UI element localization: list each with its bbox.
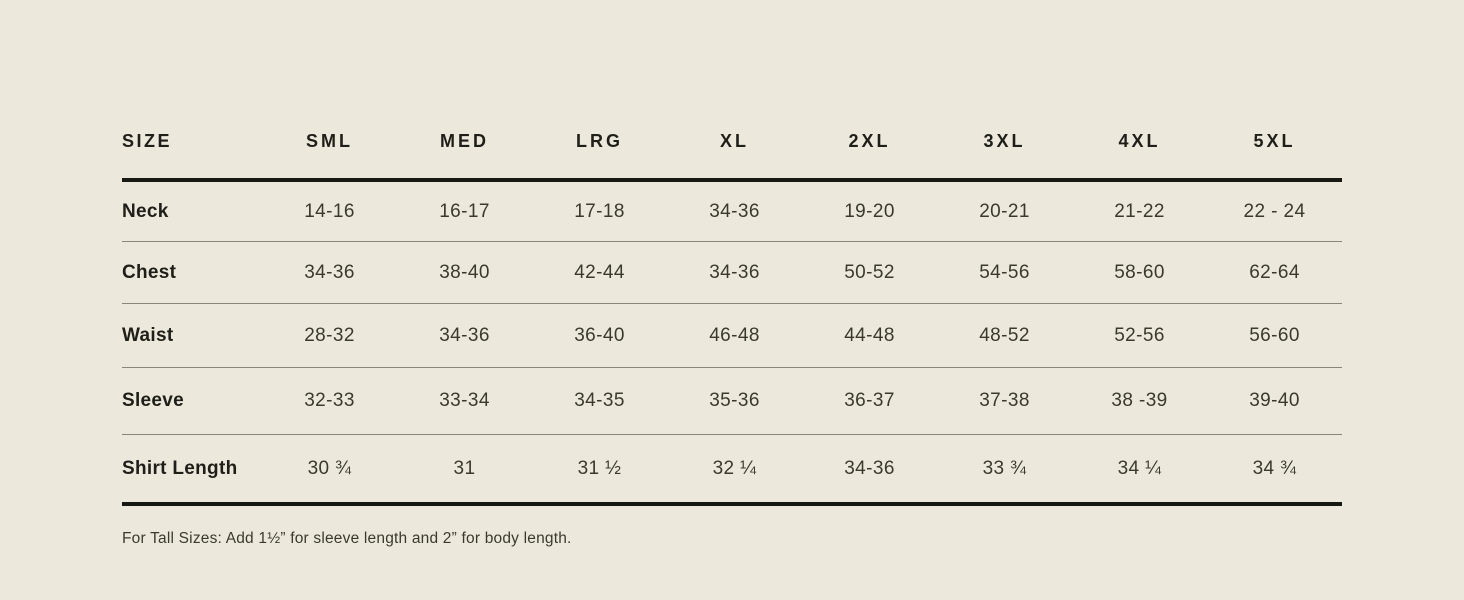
cell-value: 34-35: [574, 390, 625, 411]
table-row-waist: [122, 304, 1342, 368]
cell-value: 17-18: [574, 200, 625, 222]
cell-value: 44-48: [844, 324, 895, 346]
cell-value: 38 -39: [1111, 390, 1168, 411]
cell-value: 28-32: [304, 324, 355, 346]
cell-value: 34-36: [844, 457, 895, 479]
cell-value: 30 ¾: [307, 457, 352, 479]
cell-value: 36-40: [574, 324, 625, 346]
header-row: [122, 104, 1342, 182]
cell-value: 34-36: [304, 261, 355, 283]
table-row-sleeve: [122, 368, 1342, 435]
column-header-2xl: 2XL: [848, 130, 891, 151]
table-row-shirt-length: [122, 435, 1342, 506]
cell-value: 56-60: [1249, 324, 1300, 346]
cell-value: 31: [453, 457, 476, 479]
tall-sizes-footnote: For Tall Sizes: Add 1½” for sleeve length and 2” for body length.: [122, 530, 572, 547]
cell-value: 32 ¼: [712, 457, 757, 479]
row-label: Neck: [122, 200, 169, 222]
cell-value: 39-40: [1249, 390, 1300, 411]
cell-value: 32-33: [304, 390, 355, 411]
cell-value: 52-56: [1114, 324, 1165, 346]
cell-value: 34 ¼: [1117, 457, 1162, 479]
row-label: Shirt Length: [122, 457, 238, 479]
column-header-size: SIZE: [122, 130, 173, 151]
column-header-med: MED: [440, 130, 489, 151]
column-header-lrg: LRG: [576, 130, 623, 151]
cell-value: 22 - 24: [1243, 200, 1306, 222]
row-label: Sleeve: [122, 390, 185, 411]
cell-value: 42-44: [574, 261, 625, 283]
cell-value: 16-17: [439, 200, 490, 222]
cell-value: 38-40: [439, 261, 490, 283]
cell-value: 48-52: [979, 324, 1030, 346]
cell-value: 33 ¾: [982, 457, 1027, 479]
column-header-4xl: 4XL: [1118, 130, 1161, 151]
cell-value: 37-38: [979, 390, 1030, 411]
table-row-neck: [122, 182, 1342, 242]
cell-value: 54-56: [979, 261, 1030, 283]
table-row-chest: [122, 242, 1342, 304]
row-label: Waist: [122, 324, 174, 346]
cell-value: 34-36: [709, 200, 760, 222]
cell-value: 14-16: [304, 200, 355, 222]
cell-value: 58-60: [1114, 261, 1165, 283]
column-header-3xl: 3XL: [983, 130, 1026, 151]
cell-value: 35-36: [709, 390, 760, 411]
cell-value: 20-21: [979, 200, 1030, 222]
cell-value: 21-22: [1114, 200, 1165, 222]
cell-value: 46-48: [709, 324, 760, 346]
size-chart-table: [122, 104, 1342, 548]
cell-value: 34 ¾: [1252, 457, 1297, 479]
cell-value: 19-20: [844, 200, 895, 222]
cell-value: 36-37: [844, 390, 895, 411]
column-header-xl: XL: [719, 130, 749, 151]
cell-value: 31 ½: [577, 457, 622, 479]
cell-value: 33-34: [439, 390, 490, 411]
cell-value: 50-52: [844, 261, 895, 283]
cell-value: 34-36: [439, 324, 490, 346]
column-header-5xl: 5XL: [1253, 130, 1296, 151]
cell-value: 62-64: [1249, 261, 1300, 283]
column-header-sml: SML: [306, 130, 353, 151]
cell-value: 34-36: [709, 261, 760, 283]
row-label: Chest: [122, 261, 177, 283]
